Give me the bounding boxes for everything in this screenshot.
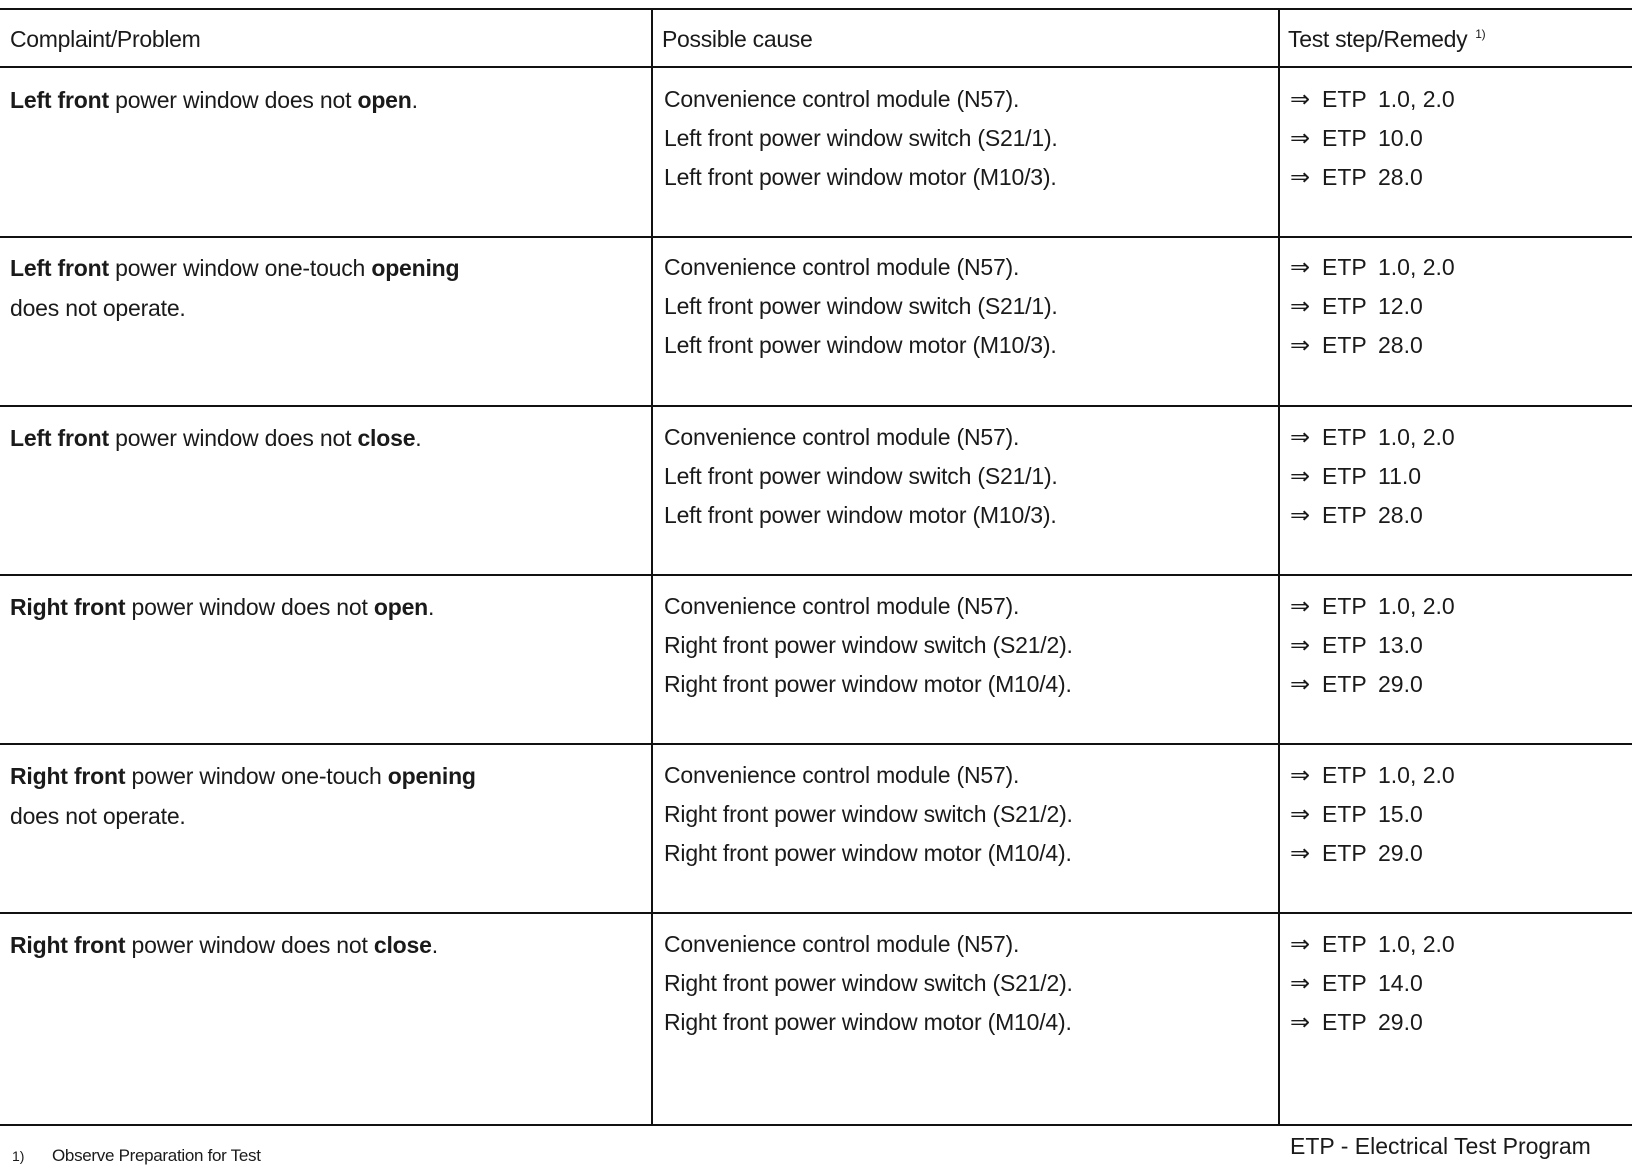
etp-label: ETP [1322, 293, 1367, 319]
etp-label: ETP [1322, 632, 1367, 658]
complaint-text: . [415, 425, 422, 451]
test-step-number: 13.0 [1378, 632, 1423, 658]
remedy-item [1290, 964, 1455, 1003]
cause-item: Left front power window switch (S21/1). [664, 463, 1058, 489]
etp-label: ETP [1322, 593, 1367, 619]
remedy-item [1290, 80, 1455, 119]
complaint-emphasis: open [373, 594, 429, 620]
test-step-number: 28.0 [1378, 164, 1423, 190]
complaint-emphasis: close [357, 425, 416, 451]
right-double-arrow-icon: ⇒ [1290, 462, 1311, 490]
remedy-item [1290, 326, 1455, 365]
complaint-text: power window one-touch [125, 763, 388, 789]
cause-item: Left front power window motor (M10/3). [664, 164, 1057, 190]
remedy-item [1290, 626, 1455, 665]
row-separator-rule [0, 405, 1632, 407]
right-double-arrow-icon: ⇒ [1290, 800, 1311, 828]
etp-label: ETP [1322, 86, 1367, 112]
cause-item: Convenience control module (N57). [664, 762, 1020, 788]
remedy-item [1290, 457, 1455, 496]
right-double-arrow-icon: ⇒ [1290, 839, 1311, 867]
right-double-arrow-icon: ⇒ [1290, 124, 1311, 152]
header-remedy-label: Test step/Remedy [1288, 26, 1468, 52]
remedy-item [1290, 1003, 1455, 1042]
complaint-text: . [411, 87, 418, 113]
right-double-arrow-icon: ⇒ [1290, 670, 1311, 698]
test-step-number: 29.0 [1378, 671, 1423, 697]
etp-label: ETP [1322, 424, 1367, 450]
footnote-text: Observe Preparation for Test [52, 1146, 261, 1165]
cause-item: Convenience control module (N57). [664, 86, 1020, 112]
complaint-emphasis: opening [371, 255, 460, 281]
cause-cell [664, 418, 1058, 535]
etp-label: ETP [1322, 463, 1367, 489]
cause-item: Right front power window switch (S21/2). [664, 970, 1073, 996]
complaint-cell [10, 587, 630, 627]
test-step-number: 1.0, 2.0 [1378, 762, 1455, 788]
test-step-number: 10.0 [1378, 125, 1423, 151]
complaint-text: . [428, 594, 435, 620]
cause-item: Right front power window motor (M10/4). [664, 671, 1072, 697]
complaint-emphasis: Left front [10, 425, 109, 451]
row-separator-rule [0, 236, 1632, 238]
etp-label: ETP [1322, 840, 1367, 866]
test-step-number: 1.0, 2.0 [1378, 254, 1455, 280]
right-double-arrow-icon: ⇒ [1290, 292, 1311, 320]
right-double-arrow-icon: ⇒ [1290, 1008, 1311, 1036]
right-double-arrow-icon: ⇒ [1290, 501, 1311, 529]
etp-label: ETP [1322, 254, 1367, 280]
remedy-cell [1290, 587, 1455, 704]
test-step-number: 29.0 [1378, 1009, 1423, 1035]
complaint-text: power window does not [125, 594, 374, 620]
test-step-number: 29.0 [1378, 840, 1423, 866]
cause-item: Right front power window motor (M10/4). [664, 1009, 1072, 1035]
remedy-item [1290, 287, 1455, 326]
etp-label: ETP [1322, 762, 1367, 788]
remedy-cell [1290, 248, 1455, 365]
complaint-emphasis: opening [387, 763, 476, 789]
test-step-number: 15.0 [1378, 801, 1423, 827]
remedy-cell [1290, 756, 1455, 873]
row-separator-rule [0, 574, 1632, 576]
cause-item: Convenience control module (N57). [664, 931, 1020, 957]
right-double-arrow-icon: ⇒ [1290, 163, 1311, 191]
cause-item: Left front power window motor (M10/3). [664, 502, 1057, 528]
remedy-cell [1290, 80, 1455, 197]
etp-label: ETP [1322, 164, 1367, 190]
right-double-arrow-icon: ⇒ [1290, 969, 1311, 997]
cause-item: Left front power window switch (S21/1). [664, 125, 1058, 151]
right-double-arrow-icon: ⇒ [1290, 85, 1311, 113]
header-remedy-footnote-marker: 1) [1475, 27, 1486, 42]
complaint-text: power window does not [108, 425, 358, 451]
cause-cell [664, 80, 1058, 197]
cause-item: Left front power window switch (S21/1). [664, 293, 1058, 319]
cause-cell [664, 756, 1073, 873]
header-complaint: Complaint/Problem [10, 26, 201, 52]
complaint-cell [10, 418, 630, 458]
right-double-arrow-icon: ⇒ [1290, 761, 1311, 789]
test-step-number: 1.0, 2.0 [1378, 593, 1455, 619]
cause-item: Convenience control module (N57). [664, 254, 1020, 280]
etp-label: ETP [1322, 931, 1367, 957]
test-step-number: 1.0, 2.0 [1378, 931, 1455, 957]
etp-label: ETP [1322, 332, 1367, 358]
remedy-item [1290, 756, 1455, 795]
row-separator-rule [0, 912, 1632, 914]
remedy-item [1290, 587, 1455, 626]
complaint-text: . [431, 932, 438, 958]
complaint-emphasis: close [373, 932, 432, 958]
complaint-text: power window does not [108, 87, 358, 113]
table-top-rule [0, 8, 1632, 10]
test-step-number: 1.0, 2.0 [1378, 86, 1455, 112]
complaint-cell [10, 248, 630, 328]
etp-label: ETP [1322, 1009, 1367, 1035]
etp-label: ETP [1322, 125, 1367, 151]
header-cause: Possible cause [662, 26, 813, 52]
test-step-number: 28.0 [1378, 502, 1423, 528]
remedy-item [1290, 496, 1455, 535]
etp-label: ETP [1322, 970, 1367, 996]
cause-cell [664, 248, 1058, 365]
complaint-emphasis: Right front [10, 763, 126, 789]
cause-item: Right front power window switch (S21/2). [664, 632, 1073, 658]
remedy-cell [1290, 925, 1455, 1042]
column-divider-1 [651, 8, 653, 1126]
header-remedy [1288, 26, 1485, 53]
cause-item: Right front power window motor (M10/4). [664, 840, 1072, 866]
cause-cell [664, 587, 1073, 704]
complaint-emphasis: Left front [10, 87, 109, 113]
complaint-text: power window one-touch [108, 255, 372, 281]
right-double-arrow-icon: ⇒ [1290, 631, 1311, 659]
cause-item: Convenience control module (N57). [664, 593, 1020, 619]
table-bottom-rule [0, 1124, 1632, 1126]
header-bottom-rule [0, 66, 1632, 68]
test-step-number: 11.0 [1378, 463, 1422, 489]
remedy-item [1290, 418, 1455, 457]
remedy-item [1290, 834, 1455, 873]
cause-item: Convenience control module (N57). [664, 424, 1020, 450]
remedy-item [1290, 248, 1455, 287]
remedy-cell [1290, 418, 1455, 535]
remedy-item [1290, 665, 1455, 704]
complaint-emphasis: open [357, 87, 412, 113]
complaint-emphasis: Right front [10, 932, 126, 958]
test-step-number: 1.0, 2.0 [1378, 424, 1455, 450]
complaint-text: does not operate. [10, 803, 186, 829]
remedy-item [1290, 158, 1455, 197]
etp-label: ETP [1322, 502, 1367, 528]
test-step-number: 28.0 [1378, 332, 1423, 358]
complaint-cell [10, 925, 630, 965]
right-double-arrow-icon: ⇒ [1290, 423, 1311, 451]
remedy-item [1290, 795, 1455, 834]
test-step-number: 12.0 [1378, 293, 1423, 319]
complaint-cell [10, 80, 630, 120]
complaint-emphasis: Right front [10, 594, 126, 620]
right-double-arrow-icon: ⇒ [1290, 331, 1311, 359]
cause-item: Right front power window switch (S21/2). [664, 801, 1073, 827]
complaint-emphasis: Left front [10, 255, 109, 281]
column-divider-2 [1278, 8, 1280, 1126]
right-double-arrow-icon: ⇒ [1290, 253, 1311, 281]
row-separator-rule [0, 743, 1632, 745]
complaint-cell [10, 756, 630, 836]
complaint-text: power window does not [125, 932, 374, 958]
right-double-arrow-icon: ⇒ [1290, 592, 1311, 620]
remedy-item [1290, 925, 1455, 964]
complaint-text: does not operate. [10, 295, 186, 321]
footnote-number: 1) [12, 1148, 25, 1164]
test-step-number: 14.0 [1378, 970, 1423, 996]
cause-cell [664, 925, 1073, 1042]
etp-legend: ETP - Electrical Test Program [1290, 1133, 1591, 1159]
cause-item: Left front power window motor (M10/3). [664, 332, 1057, 358]
etp-label: ETP [1322, 671, 1367, 697]
etp-label: ETP [1322, 801, 1367, 827]
right-double-arrow-icon: ⇒ [1290, 930, 1311, 958]
remedy-item [1290, 119, 1455, 158]
